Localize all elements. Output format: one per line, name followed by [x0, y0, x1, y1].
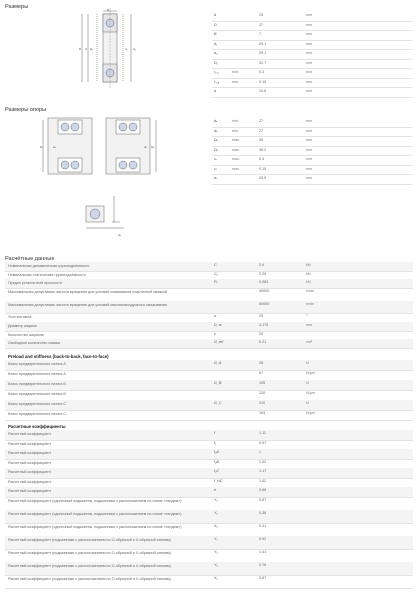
param-unit: mm: [306, 70, 313, 74]
row-divider: [5, 348, 413, 349]
param-qualifier: max.: [232, 147, 240, 152]
row-label: Свободное количество смазки: [8, 341, 61, 345]
row-value: 20: [259, 331, 264, 336]
row-value: 1.11: [259, 431, 266, 435]
param-unit: mm: [306, 157, 313, 161]
row-value: 40000: [259, 289, 270, 293]
row-unit: N/μm: [306, 371, 315, 375]
row-unit: mm: [306, 322, 313, 327]
row-unit: N: [306, 401, 309, 405]
param-unit: mm: [306, 13, 313, 17]
row-label: Номинальная статическая грузоподъёмность: [8, 272, 86, 277]
param-value: 32.7: [259, 60, 267, 65]
row-symbol: f₂B: [214, 459, 219, 464]
row-divider: [212, 68, 412, 69]
row-symbol: e: [214, 488, 217, 492]
param-unit: mm: [306, 22, 313, 27]
row-value: 0.083: [259, 280, 269, 284]
param-unit: mm: [306, 51, 313, 55]
svg-text:D: D: [79, 47, 82, 51]
svg-text:d₁: d₁: [125, 47, 128, 51]
param-unit: mm: [306, 79, 313, 84]
row-symbol: f₂C: [214, 469, 220, 473]
param-unit: mm: [306, 41, 313, 46]
row-label: Расчетный коэффициент: [8, 441, 52, 446]
param-value: 0.3: [259, 157, 265, 161]
row-divider: [5, 313, 413, 314]
param-symbol: r₁,₂: [214, 70, 219, 74]
row-value: 3.9: [259, 263, 265, 267]
param-symbol: d: [214, 13, 217, 17]
param-qualifier: min.: [232, 128, 239, 133]
row-label: Расчетный коэффициент (одиночный подшипник, подшипники с расположением по схеме «тандем»): [8, 511, 182, 516]
row-value: 0.68: [259, 488, 267, 492]
row-label: Количество шариков: [8, 332, 44, 337]
param-unit: mm: [306, 32, 313, 36]
row-value: 0.21: [259, 340, 267, 344]
row-divider: [212, 59, 412, 60]
row-value: 1.02: [259, 459, 267, 464]
svg-text:B: B: [107, 8, 110, 12]
row-label: Угол контакта: [8, 315, 32, 319]
row-symbol: α: [214, 314, 217, 318]
abutment-detail-drawing: [84, 194, 126, 238]
row-label: Расчетный коэффициент: [8, 470, 52, 474]
row-label: Расчетный коэффициент: [8, 489, 52, 493]
row-symbol: C: [214, 263, 217, 267]
param-value: 37: [259, 22, 264, 27]
row-symbol: f₂A: [214, 450, 219, 454]
row-label: Расчетный коэффициент (одиночный подшипник, подшипники с расположением по схеме «тандем»): [8, 498, 182, 503]
row-unit: r/min: [306, 289, 315, 293]
row-label: Диаметр шарика: [8, 323, 37, 328]
svg-text:Dₐ: Dₐ: [40, 145, 44, 149]
section-title-abutment: Размеры опоры: [5, 107, 47, 113]
param-qualifier: max.: [232, 138, 240, 142]
row-divider: [5, 575, 413, 576]
param-symbol: rₐ: [214, 157, 217, 161]
row-symbol: G_A: [214, 361, 222, 365]
abutment-drawing: [40, 116, 160, 176]
row-unit: N/μm: [306, 411, 315, 415]
row-value: 26: [259, 361, 264, 365]
row-value: 0.76: [259, 562, 267, 567]
row-divider: [5, 440, 413, 441]
section-title-preload: Preload and stiffness (back-to-back, face-to-face): [8, 354, 109, 359]
row-divider: [212, 40, 412, 41]
row-divider: [212, 49, 412, 50]
param-unit: mm: [306, 138, 313, 142]
row-label: Максимальная допустимая частота вращения для условий смазывания пластичной смазкой: [8, 290, 167, 294]
row-divider: [212, 127, 412, 128]
svg-text:d: d: [85, 47, 87, 51]
section-title-coefficients: Расчетные коэффициенты: [8, 424, 66, 429]
row-unit: kN: [306, 271, 311, 276]
row-divider: [212, 97, 412, 98]
svg-text:d₂: d₂: [133, 47, 136, 51]
row-unit: kN: [306, 263, 311, 267]
row-symbol: Y₁: [214, 536, 218, 541]
row-label: Расчетный коэффициент (подшипники с расположением по O-образной и X-образной схемам): [8, 563, 171, 568]
row-unit: r/min: [306, 302, 315, 306]
row-symbol: D_w: [214, 322, 222, 327]
section-title-calculation: Расчётные данные: [5, 256, 55, 262]
row-unit: cm³: [306, 340, 313, 344]
row-divider: [212, 174, 412, 175]
param-value: 29.5: [259, 176, 267, 180]
param-unit: mm: [306, 128, 313, 133]
param-value: 27: [259, 119, 264, 123]
svg-text:Dᵦ: Dᵦ: [151, 145, 155, 149]
param-value: 36.2: [259, 147, 267, 152]
row-value: 3.25: [259, 271, 267, 276]
row-divider: [5, 331, 413, 332]
param-unit: mm: [306, 119, 313, 123]
row-label: Расчетный коэффициент (одиночный подшипник, подшипники с расположением по схеме «тандем»): [8, 524, 182, 529]
param-value: 0.15: [259, 166, 267, 171]
row-symbol: X₂: [214, 523, 218, 528]
row-label: Класс предварительного натяга B: [8, 392, 66, 396]
row-symbol: G_C: [214, 401, 222, 405]
row-unit: kN: [306, 280, 311, 284]
row-value: 105: [259, 381, 266, 385]
row-symbol: z: [214, 331, 216, 336]
row-divider: [212, 165, 412, 166]
row-symbol: G_ref: [214, 340, 224, 344]
row-divider: [5, 549, 413, 550]
param-unit: mm: [306, 60, 313, 65]
param-value: 7: [259, 32, 262, 36]
param-symbol: a: [214, 89, 217, 93]
row-value: 0.67: [259, 575, 267, 580]
row-divider: [5, 370, 413, 371]
param-value: 35: [259, 138, 264, 142]
param-value: 29.1: [259, 41, 267, 46]
svg-text:dₙ: dₙ: [118, 233, 121, 237]
section-title-dimensions: Размеры: [5, 4, 29, 10]
row-label: Класс предварительного натяга A: [8, 372, 66, 376]
row-divider: [212, 136, 412, 137]
svg-text:dₐ: dₐ: [53, 145, 56, 149]
row-divider: [212, 30, 412, 31]
row-value: 0.87: [259, 497, 267, 502]
row-value: 1: [259, 450, 262, 454]
param-value: 25: [259, 13, 264, 17]
param-symbol: Dₐ: [214, 138, 218, 142]
row-unit: °: [306, 314, 308, 318]
row-divider: [212, 21, 412, 22]
param-symbol: dᵦ: [214, 128, 218, 133]
row-label: Расчетный коэффициент (подшипники с расположением по O-образной и X-образной схемам): [8, 550, 171, 555]
row-divider: [5, 478, 413, 479]
row-symbol: Y₀: [214, 510, 219, 515]
row-value: 67: [259, 371, 264, 375]
row-label: Класс предварительного натяга C: [8, 402, 67, 406]
row-value: 3.175: [259, 322, 269, 327]
row-value: 210: [259, 401, 266, 405]
row-symbol: Pᵤ: [214, 280, 218, 284]
param-symbol: D: [214, 22, 217, 27]
row-divider: [212, 146, 412, 147]
row-value: 163: [259, 411, 266, 415]
param-qualifier: max.: [232, 157, 240, 161]
row-label: Расчетный коэффициент (подшипники с расположением по O-образной и X-образной схемам): [8, 576, 171, 581]
row-divider: [5, 271, 413, 272]
param-value: 29.1: [259, 51, 267, 55]
row-divider: [5, 390, 413, 391]
row-divider: [5, 497, 413, 498]
row-value: 120: [259, 391, 266, 395]
row-unit: N: [306, 381, 309, 385]
row-symbol: f_HC: [214, 478, 223, 483]
param-symbol: B: [214, 32, 217, 36]
param-symbol: dₐ: [214, 119, 218, 123]
param-value: 0.15: [259, 79, 267, 84]
row-symbol: Y₀: [214, 562, 219, 567]
bearing-dimension-drawing: [76, 8, 146, 88]
row-symbol: X₂: [214, 575, 218, 580]
row-divider: [5, 459, 413, 460]
param-qualifier: min.: [232, 119, 239, 123]
row-divider: [5, 420, 413, 421]
param-symbol: D₁: [214, 60, 218, 65]
param-value: 27: [259, 128, 264, 133]
param-value: 10.6: [259, 89, 267, 93]
param-qualifier: min.: [232, 79, 239, 84]
row-symbol: f₁: [214, 440, 217, 445]
svg-text:dᵦ: dᵦ: [144, 145, 147, 149]
row-label: Номинальная динамическая грузоподъёмность: [8, 264, 90, 268]
row-value: 25: [259, 314, 264, 318]
param-symbol: d₁: [214, 41, 218, 46]
row-symbol: Y₂: [214, 497, 218, 502]
param-symbol: rᵦ: [214, 166, 217, 171]
row-label: Расчетный коэффициент (подшипники с расположением по O-образной и X-образной схемам): [8, 537, 171, 542]
row-divider: [212, 87, 412, 88]
row-unit: N: [306, 361, 309, 365]
row-value: 0.41: [259, 523, 267, 528]
param-unit: mm: [306, 176, 313, 180]
row-label: Класс предварительного натяга B: [8, 382, 66, 386]
row-label: Максимальная допустимая частота вращения для условий масляновоздушного смазывания: [8, 303, 167, 307]
row-value: 1.02: [259, 478, 267, 483]
row-label: Предел усталостной прочности: [8, 281, 62, 285]
row-unit: N/μm: [306, 391, 315, 395]
row-divider: [5, 410, 413, 411]
row-divider: [5, 588, 413, 589]
row-value: 1.41: [259, 549, 267, 554]
param-qualifier: max.: [232, 166, 240, 171]
row-label: Расчетный коэффициент: [8, 479, 52, 484]
row-label: Расчетный коэффициент: [8, 460, 52, 465]
row-divider: [5, 523, 413, 524]
row-value: 0.92: [259, 536, 267, 541]
param-unit: mm: [306, 166, 313, 171]
row-label: Класс предварительного натяга A: [8, 362, 66, 366]
param-unit: mm: [306, 89, 313, 93]
param-symbol: Dᵦ: [214, 147, 219, 152]
row-divider: [212, 78, 412, 79]
row-label: Класс предварительного натяга C: [8, 412, 67, 416]
param-symbol: r₃,₄: [214, 79, 220, 84]
row-divider: [212, 155, 412, 156]
row-symbol: C₀: [214, 271, 219, 276]
row-label: Расчетный коэффициент: [8, 451, 52, 455]
row-label: Расчетный коэффициент: [8, 432, 52, 436]
row-value: 0.97: [259, 440, 267, 445]
row-symbol: G_B: [214, 381, 222, 385]
param-unit: mm: [306, 147, 313, 152]
param-qualifier: min.: [232, 70, 239, 74]
param-value: 0.3: [259, 70, 265, 74]
row-symbol: f: [214, 431, 216, 435]
row-value: 1.17: [259, 469, 267, 473]
row-value: 60000: [259, 302, 270, 306]
param-symbol: d₂: [214, 51, 218, 55]
row-divider: [212, 184, 412, 185]
row-value: 0.38: [259, 510, 267, 515]
svg-text:D₁: D₁: [90, 47, 94, 51]
row-divider: [5, 288, 413, 289]
param-symbol: dₙ: [214, 176, 218, 180]
row-symbol: Y₂: [214, 549, 218, 554]
